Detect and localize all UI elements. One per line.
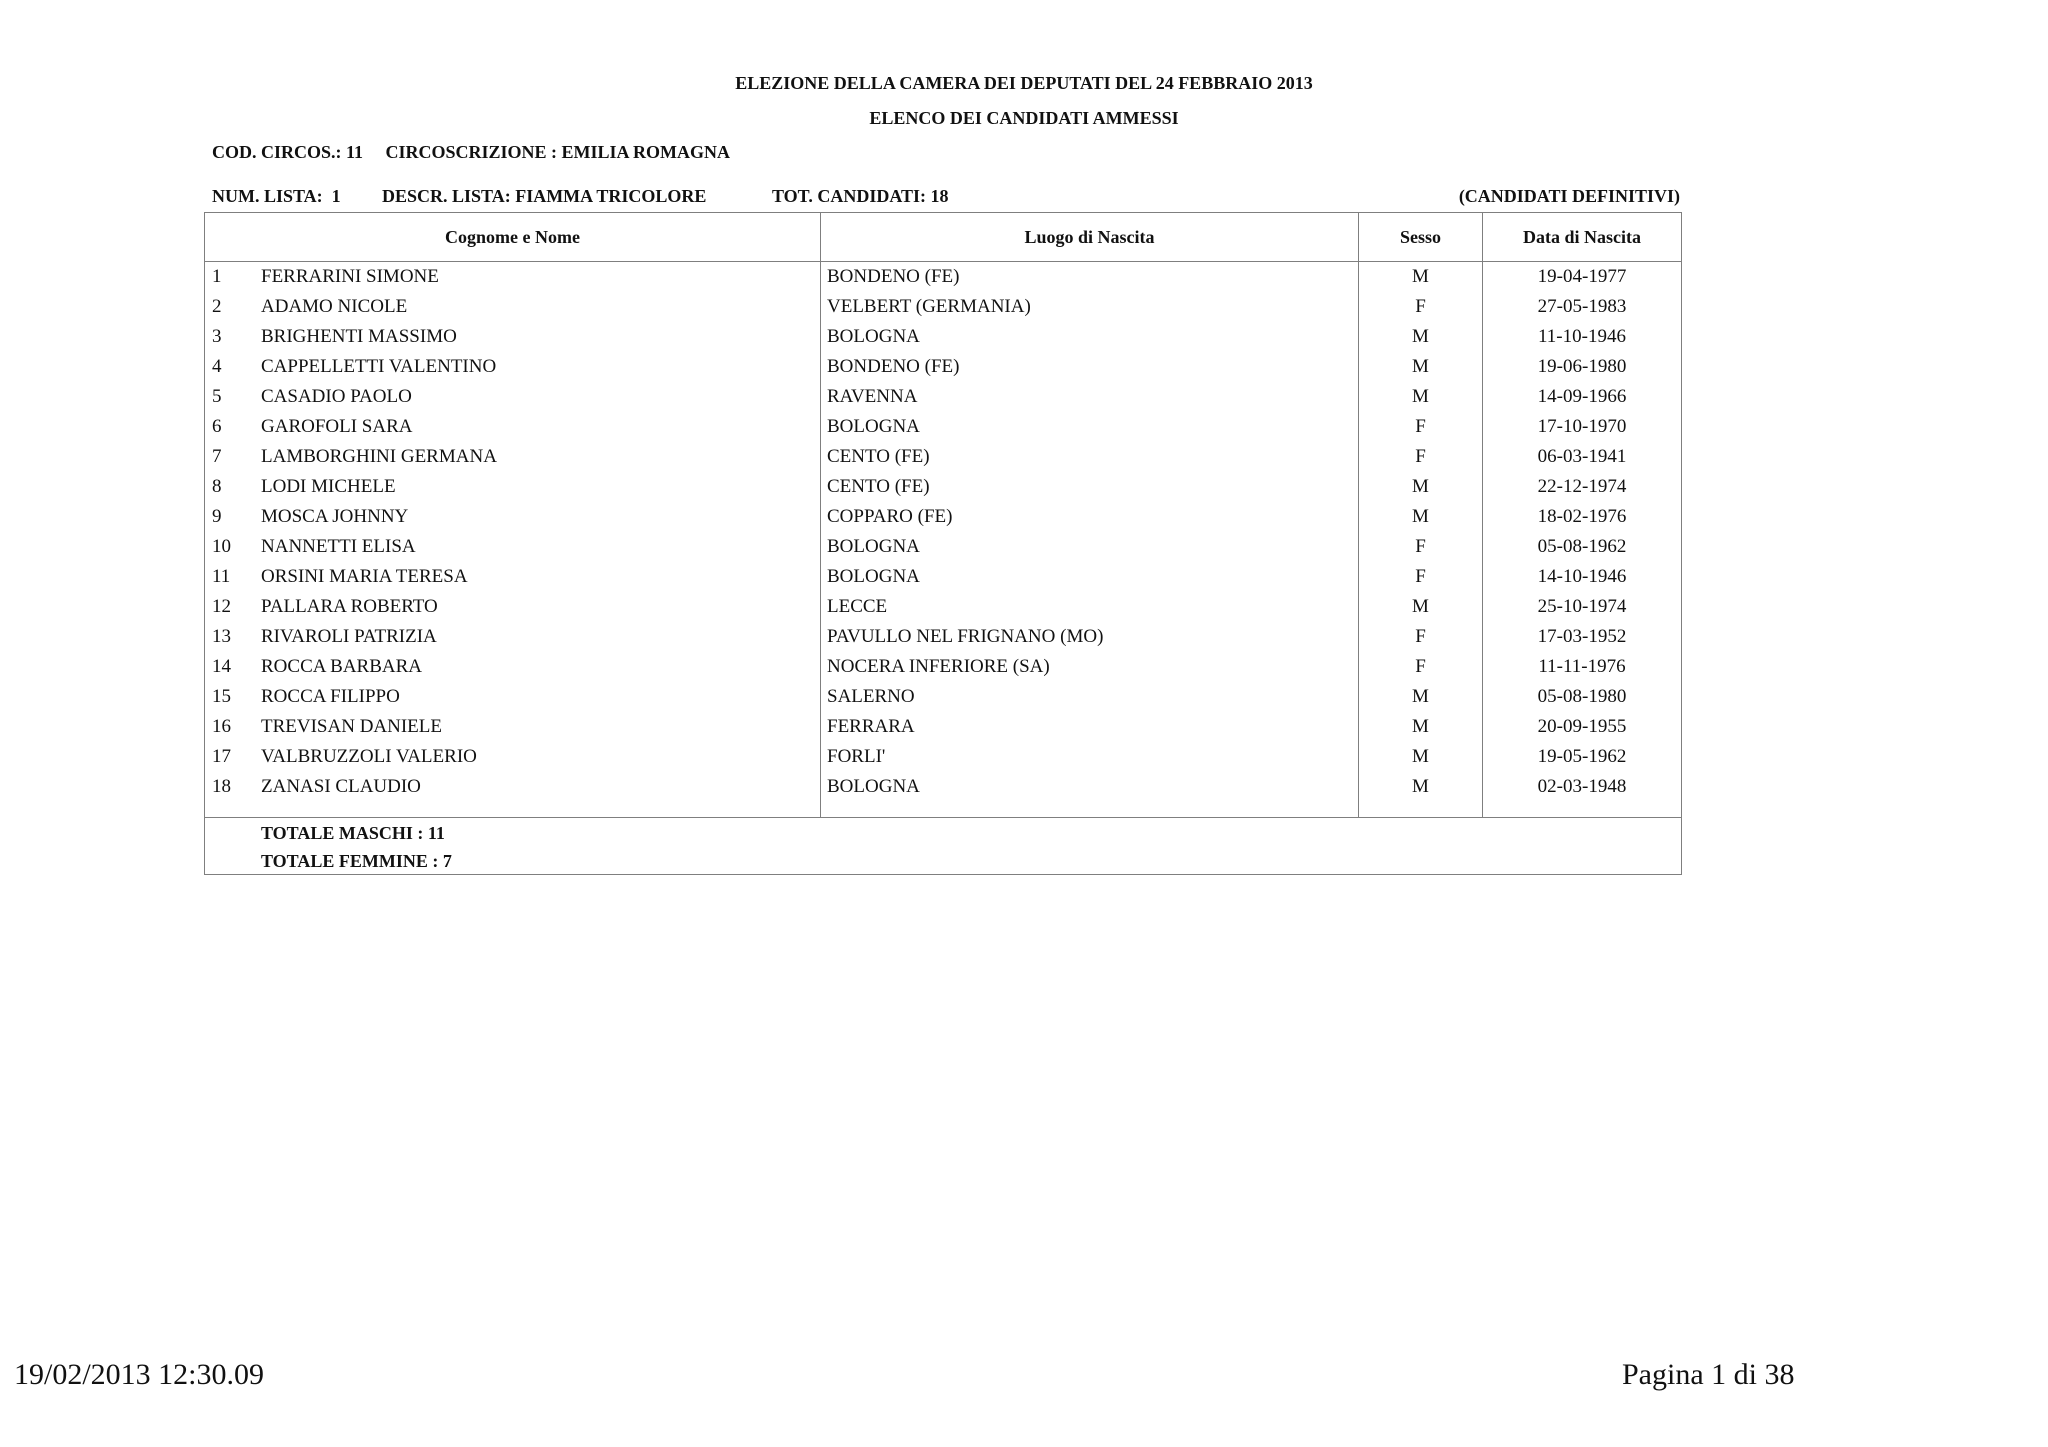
birth-date: 14-09-1966 <box>1537 386 1627 407</box>
birth-place: BOLOGNA <box>827 416 920 437</box>
sex: M <box>1412 266 1429 287</box>
sex: F <box>1415 626 1426 647</box>
table-row <box>205 773 1681 803</box>
candidate-name: PALLARA ROBERTO <box>261 596 438 617</box>
birth-place: COPPARO (FE) <box>827 506 953 527</box>
candidate-name: LODI MICHELE <box>261 476 396 497</box>
column-header-sesso: Sesso <box>1399 227 1441 247</box>
sex: F <box>1415 656 1426 677</box>
row-number: 15 <box>212 686 231 707</box>
sex: M <box>1412 476 1429 497</box>
row-number: 7 <box>212 446 222 467</box>
birth-place: NOCERA INFERIORE (SA) <box>827 656 1050 677</box>
totale-maschi: TOTALE MASCHI : 11 <box>261 823 445 843</box>
row-number: 13 <box>212 626 231 647</box>
birth-date: 06-03-1941 <box>1537 446 1627 467</box>
column-header-name: Cognome e Nome <box>445 227 580 247</box>
document-title: ELEZIONE DELLA CAMERA DEI DEPUTATI DEL 24 FEBBRAIO 2013 <box>735 73 1313 93</box>
candidate-name: CAPPELLETTI VALENTINO <box>261 356 497 377</box>
birth-date: 25-10-1974 <box>1537 596 1627 617</box>
birth-place: BOLOGNA <box>827 776 920 797</box>
circoscrizione-info: COD. CIRCOS.: 11 CIRCOSCRIZIONE : EMILIA ROMAGNA <box>212 142 731 162</box>
row-number: 17 <box>212 746 231 767</box>
candidate-name: TREVISAN DANIELE <box>261 716 443 737</box>
birth-date: 02-03-1948 <box>1537 776 1627 797</box>
totals-divider <box>205 817 1681 818</box>
sex: M <box>1412 716 1429 737</box>
birth-date: 19-06-1980 <box>1537 356 1627 377</box>
table-row <box>205 263 1681 293</box>
table-row <box>205 293 1681 323</box>
table-row <box>205 353 1681 383</box>
candidati-status: (CANDIDATI DEFINITIVI) <box>1458 186 1680 206</box>
birth-place: BOLOGNA <box>827 536 920 557</box>
birth-place: CENTO (FE) <box>827 476 930 497</box>
birth-date: 11-11-1976 <box>1538 656 1626 677</box>
sex: M <box>1412 386 1429 407</box>
table-row <box>205 743 1681 773</box>
candidates-table <box>204 212 1682 875</box>
row-number: 2 <box>212 296 222 317</box>
birth-date: 05-08-1962 <box>1537 536 1627 557</box>
row-number: 12 <box>212 596 231 617</box>
birth-place: BONDENO (FE) <box>827 266 960 287</box>
row-number: 4 <box>212 356 222 377</box>
birth-place: BOLOGNA <box>827 566 920 587</box>
birth-date: 27-05-1983 <box>1537 296 1627 317</box>
header-divider <box>205 261 1681 262</box>
tot-candidati: TOT. CANDIDATI: 18 <box>772 186 949 206</box>
table-row <box>205 443 1681 473</box>
sex: M <box>1412 746 1429 767</box>
row-number: 6 <box>212 416 222 437</box>
table-row <box>205 563 1681 593</box>
birth-place: LECCE <box>827 596 888 617</box>
sex: F <box>1415 296 1426 317</box>
table-row <box>205 473 1681 503</box>
row-number: 11 <box>212 566 231 587</box>
birth-date: 19-05-1962 <box>1537 746 1627 767</box>
candidate-name: GAROFOLI SARA <box>261 416 413 437</box>
candidate-name: RIVAROLI PATRIZIA <box>261 626 437 647</box>
table-row <box>205 713 1681 743</box>
document-subtitle: ELENCO DEI CANDIDATI AMMESSI <box>869 108 1179 128</box>
table-row <box>205 413 1681 443</box>
candidate-name: LAMBORGHINI GERMANA <box>261 446 497 467</box>
sex: M <box>1412 506 1429 527</box>
column-header-luogo: Luogo di Nascita <box>1024 227 1155 247</box>
birth-place: RAVENNA <box>827 386 918 407</box>
table-row <box>205 593 1681 623</box>
candidate-name: BRIGHENTI MASSIMO <box>261 326 457 347</box>
sex: M <box>1412 326 1429 347</box>
birth-place: FORLI' <box>827 746 886 767</box>
candidate-name: FERRARINI SIMONE <box>261 266 439 287</box>
candidate-name: MOSCA JOHNNY <box>261 506 409 527</box>
row-number: 5 <box>212 386 222 407</box>
candidate-name: ZANASI CLAUDIO <box>261 776 421 797</box>
descr-lista: DESCR. LISTA: FIAMMA TRICOLORE <box>382 186 707 206</box>
birth-place: FERRARA <box>827 716 915 737</box>
table-row <box>205 653 1681 683</box>
candidate-name: ROCCA FILIPPO <box>261 686 400 707</box>
sex: F <box>1415 416 1426 437</box>
table-row <box>205 323 1681 353</box>
row-number: 3 <box>212 326 222 347</box>
sex: F <box>1415 536 1426 557</box>
birth-date: 22-12-1974 <box>1537 476 1627 497</box>
row-number: 10 <box>212 536 231 557</box>
candidate-name: ORSINI MARIA TERESA <box>261 566 468 587</box>
sex: M <box>1412 596 1429 617</box>
table-row <box>205 683 1681 713</box>
birth-place: SALERNO <box>827 686 915 707</box>
sex: F <box>1415 446 1426 467</box>
birth-place: VELBERT (GERMANIA) <box>827 296 1031 317</box>
sex: M <box>1412 686 1429 707</box>
row-number: 18 <box>212 776 231 797</box>
sex: M <box>1412 356 1429 377</box>
row-number: 16 <box>212 716 231 737</box>
candidate-name: VALBRUZZOLI VALERIO <box>261 746 477 767</box>
birth-date: 14-10-1946 <box>1537 566 1627 587</box>
column-header-data: Data di Nascita <box>1523 227 1641 247</box>
row-number: 9 <box>212 506 222 527</box>
totale-femmine: TOTALE FEMMINE : 7 <box>261 851 452 871</box>
birth-date: 18-02-1976 <box>1537 506 1627 527</box>
birth-place: PAVULLO NEL FRIGNANO (MO) <box>827 626 1104 647</box>
row-number: 14 <box>212 656 231 677</box>
sex: F <box>1415 566 1426 587</box>
birth-place: CENTO (FE) <box>827 446 930 467</box>
candidate-name: NANNETTI ELISA <box>261 536 416 557</box>
birth-date: 20-09-1955 <box>1537 716 1627 737</box>
candidate-name: CASADIO PAOLO <box>261 386 412 407</box>
list-info-row <box>212 186 1680 210</box>
birth-date: 05-08-1980 <box>1537 686 1627 707</box>
footer-timestamp: 19/02/2013 12:30.09 <box>14 1358 265 1391</box>
birth-date: 17-03-1952 <box>1537 626 1627 647</box>
candidate-name: ROCCA BARBARA <box>261 656 423 677</box>
row-number: 1 <box>212 266 222 287</box>
birth-place: BOLOGNA <box>827 326 920 347</box>
birth-date: 11-10-1946 <box>1538 326 1626 347</box>
birth-date: 19-04-1977 <box>1537 266 1627 287</box>
row-number: 8 <box>212 476 222 497</box>
table-row <box>205 503 1681 533</box>
num-lista: NUM. LISTA: 1 <box>212 186 341 206</box>
table-row <box>205 623 1681 653</box>
table-row <box>205 383 1681 413</box>
sex: M <box>1412 776 1429 797</box>
table-row <box>205 533 1681 563</box>
birth-place: BONDENO (FE) <box>827 356 960 377</box>
candidate-name: ADAMO NICOLE <box>261 296 408 317</box>
birth-date: 17-10-1970 <box>1537 416 1627 437</box>
footer-page-number: Pagina 1 di 38 <box>1622 1358 1795 1391</box>
